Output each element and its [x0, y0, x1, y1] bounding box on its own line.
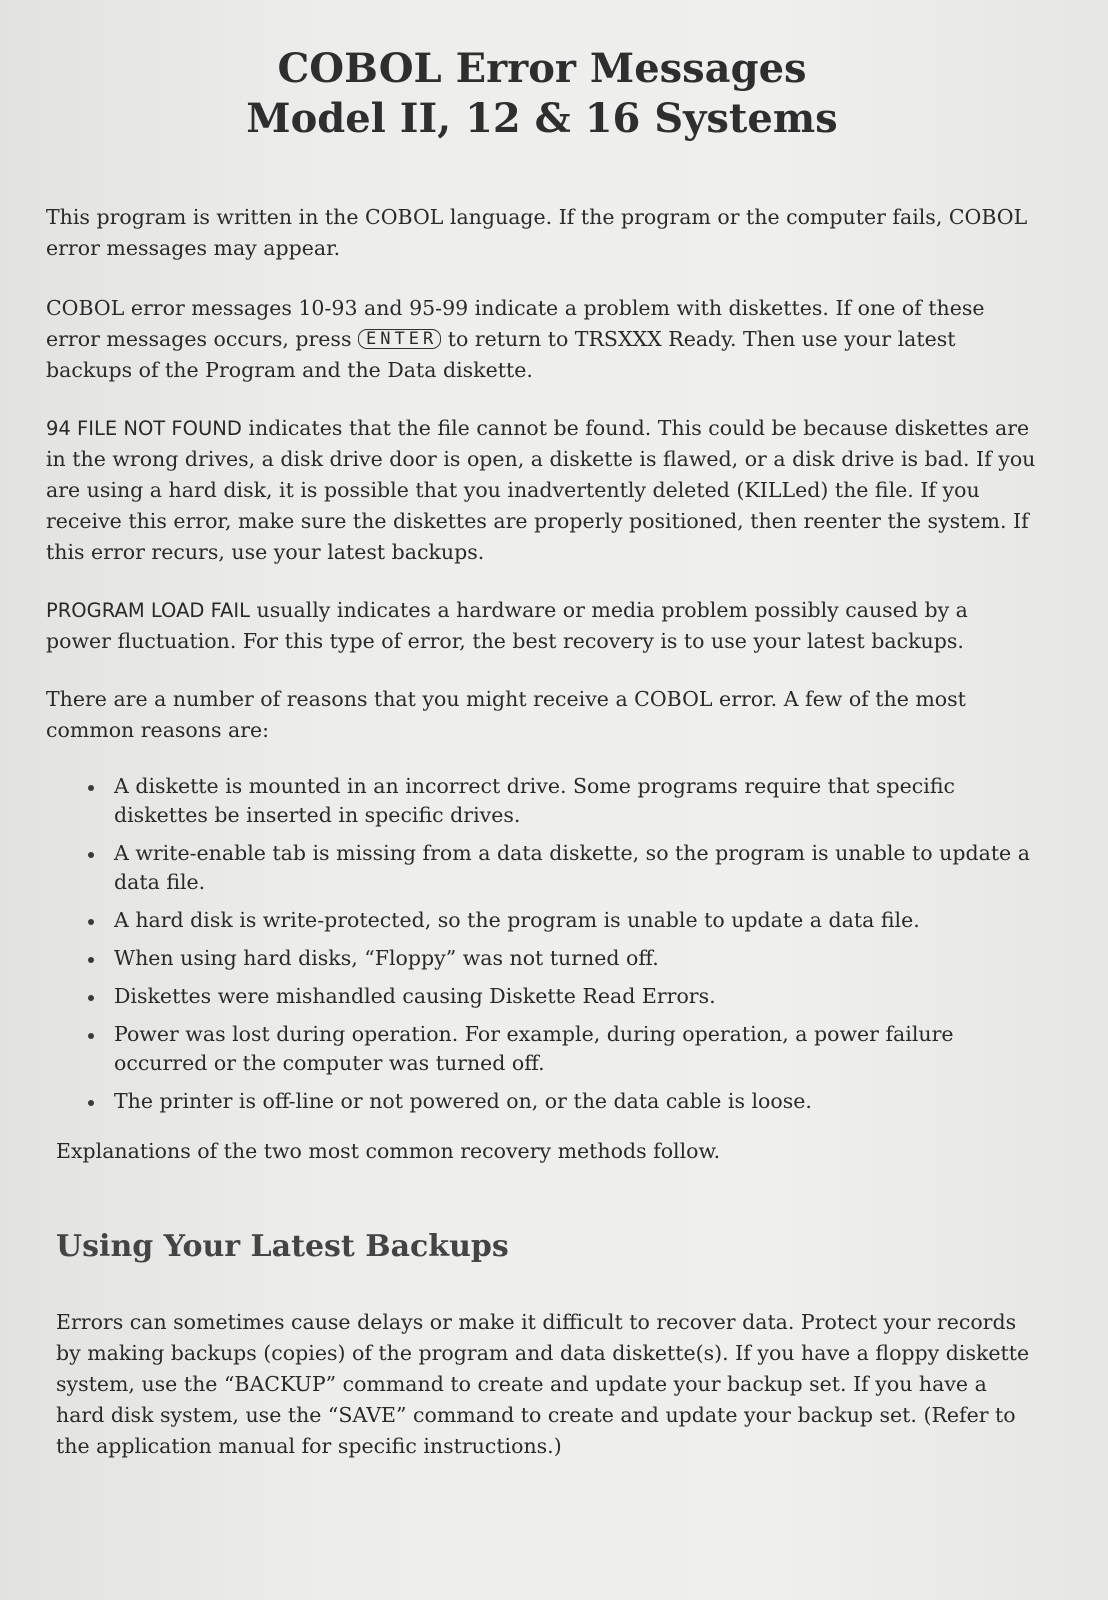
list-item: A write-enable tab is missing from a data diskette, so the program is unable to update a data file.: [86, 839, 1038, 897]
list-item: When using hard disks, “Floppy” was not turned off.: [86, 944, 1038, 973]
list-item: Diskettes were mishandled causing Diskette Read Errors.: [86, 982, 1038, 1011]
section-heading: Using Your Latest Backups: [56, 1229, 509, 1264]
program-load-fail-paragraph: [46, 595, 1038, 657]
backups-paragraph: Errors can sometimes cause delays or make it difficult to recover data. Protect your records by making backups (copies) of the program and data diskette(s). If you have a floppy diskette system, use the “BACKUP” command to create and update your backup set. If you have a hard disk system, use the “SAVE” command to create and update your backup set. (Refer to the application manual for specific instructions.): [56, 1310, 1030, 1458]
program-load-fail-code: PROGRAM LOAD FAIL: [46, 599, 250, 622]
reasons-list: [86, 772, 1038, 1116]
recovery-methods-paragraph: Explanations of the two most common recovery methods follow.: [56, 1139, 721, 1163]
diskette-errors-paragraph: [46, 293, 1038, 386]
enter-key-icon: ENTER: [358, 329, 441, 349]
diskette-errors-text-before: COBOL error messages 10-93 and 95-99 indicate a problem with diskettes. If one of these error messages occurs, press: [46, 296, 985, 351]
reasons-intro-paragraph: There are a number of reasons that you might receive a COBOL error. A few of the most common reasons are:: [46, 687, 966, 742]
intro-paragraph: This program is written in the COBOL language. If the program or the computer fails, COBOL error messages may appear.: [46, 205, 1028, 260]
list-item: A diskette is mounted in an incorrect drive. Some programs require that specific diskettes be inserted in specific drives.: [86, 772, 1038, 830]
file-not-found-code: 94 FILE NOT FOUND: [46, 417, 242, 440]
file-not-found-text: indicates that the file cannot be found. This could be because diskettes are in the wrong drives, a disk drive door is open, a diskette is flawed, or a disk drive is bad. If you are using a hard disk, it is possible that you inadvertently deleted (KILLed) the file. If you receive this error, make sure the diskettes are properly positioned, then reenter the system. If this error recurs, use your latest backups.: [46, 416, 1036, 564]
page-title: [46, 0, 1038, 144]
diskette-errors-text-after: to return to TRSXXX Ready. Then use your latest backups of the Program and the Data diskette.: [46, 327, 956, 382]
title-line-2: Model II, 12 & 16 Systems: [246, 95, 838, 142]
list-item: The printer is off-line or not powered on, or the data cable is loose.: [86, 1087, 1038, 1116]
file-not-found-paragraph: [46, 413, 1038, 568]
program-load-fail-text: usually indicates a hardware or media problem possibly caused by a power fluctuation. For this type of error, the best recovery is to use your latest backups.: [46, 598, 968, 653]
list-item: A hard disk is write-protected, so the program is unable to update a data file.: [86, 906, 1038, 935]
list-item: Power was lost during operation. For example, during operation, a power failure occurred or the computer was turned off.: [86, 1020, 1038, 1078]
title-line-1: COBOL Error Messages: [277, 45, 807, 92]
